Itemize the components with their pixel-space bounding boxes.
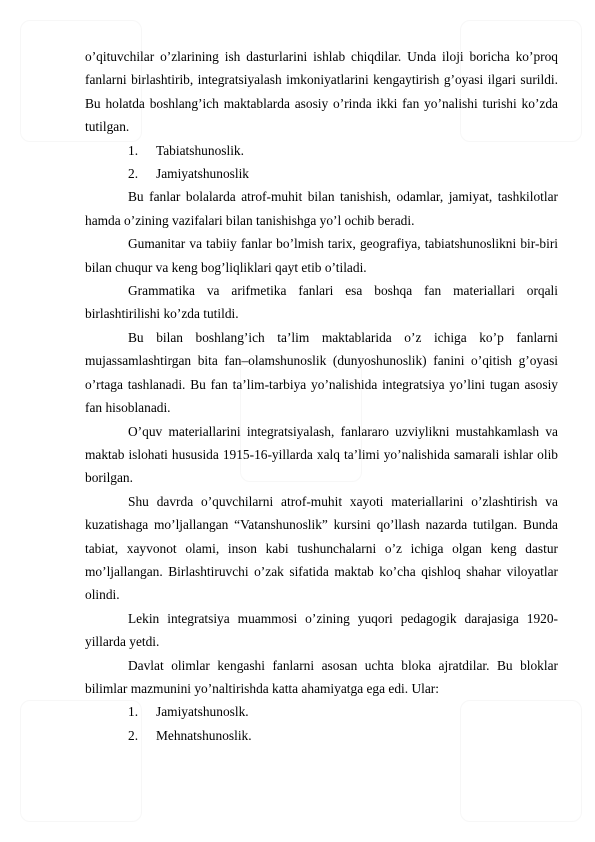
paragraph: Bu fanlar bolalarda atrof-muhit bilan tanishish, odamlar, jamiyat, tashkilotlar hamda o’zining vazifalari bilan tanishishga yo’l ochib beradi. <box>85 189 558 228</box>
list-item <box>85 139 558 162</box>
list-item <box>85 724 558 747</box>
paragraph: Shu davrda o’quvchilarni atrof-muhit xayoti materiallarini o’zlashtirish va kuzatishaga mo’ljallangan “Vatanshunoslik” kursini qo’llash nazarda tutilgan. Bunda tabiat, xayvonot olami, inson kabi tushunchalarni o’z ichiga olgan keng dastur mo’ljallangan. Birlashtiruvchi o’zak sifatida maktab ko’cha qishloq shahar viloyatlar olindi. <box>85 493 558 603</box>
list-number: 1. <box>128 704 139 720</box>
paragraph: Lekin integratsiya muammosi o’zining yuqori pedagogik darajasiga 1920-yillarda yetdi. <box>85 610 558 650</box>
list-number: 2. <box>128 727 139 743</box>
list-number: 1. <box>128 142 139 158</box>
list-text: Jamiyatshunoslik <box>156 166 249 182</box>
paragraph: Grammatika va arifmetika fanlari esa boshqa fan materiallari orqali birlashtirilishi ko’zda tutildi. <box>85 283 558 322</box>
list-text: Jamiyatshunoslk. <box>156 704 249 720</box>
document-body <box>85 45 558 747</box>
list-text: Tabiatshunoslik. <box>156 142 244 158</box>
list-number: 2. <box>128 166 139 182</box>
paragraph: Bu bilan boshlang’ich ta’lim maktablarida o’z ichiga ko’p fanlarni mujassamlashtirgan bita fan–olamshunoslik (dunyoshunoslik) fanini o’qitish g’oyasi o’rtaga tashlanadi. Bu fan ta’lim-tarbiya yo’nalishida integratsiya yo’lini tugan asosiy fan hisoblanadi. <box>85 329 558 416</box>
paragraph: Davlat olimlar kengashi fanlarni asosan uchta bloka ajratdilar. Bu bloklar bilimlar mazmunini yo’naltirishda katta ahamiyatga ega edi. Ular: <box>85 657 558 696</box>
list-item <box>85 162 558 185</box>
paragraph: o’qituvchilar o’zlarining ish dasturlarini ishlab chiqdilar. Unda iloji boricha ko’proq fanlarni birlashtirib, integratsiyalash imkoniyatlarini kengaytirish g’oyasi ilgari surildi. Bu holatda boshlang’ich maktablarda asosiy o’rinda ikki fan yo’nalishi turishi ko’zda tutilgan. <box>85 49 558 135</box>
paragraph: O’quv materiallarini integratsiyalash, fanlararo uzviylikni mustahkamlash va maktab islohati hususida 1915-16-yillarda xalq ta’limi yo’nalishida samarali ishlar olib borilgan. <box>85 423 558 486</box>
paragraph: Gumanitar va tabiiy fanlar bo’lmish tarix, geografiya, tabiatshunoslikni bir-biri bilan chuqur va keng bog’liqliklari qayt etib o’tiladi. <box>85 236 558 275</box>
list-text: Mehnatshunoslik. <box>156 727 252 743</box>
list-item <box>85 700 558 723</box>
